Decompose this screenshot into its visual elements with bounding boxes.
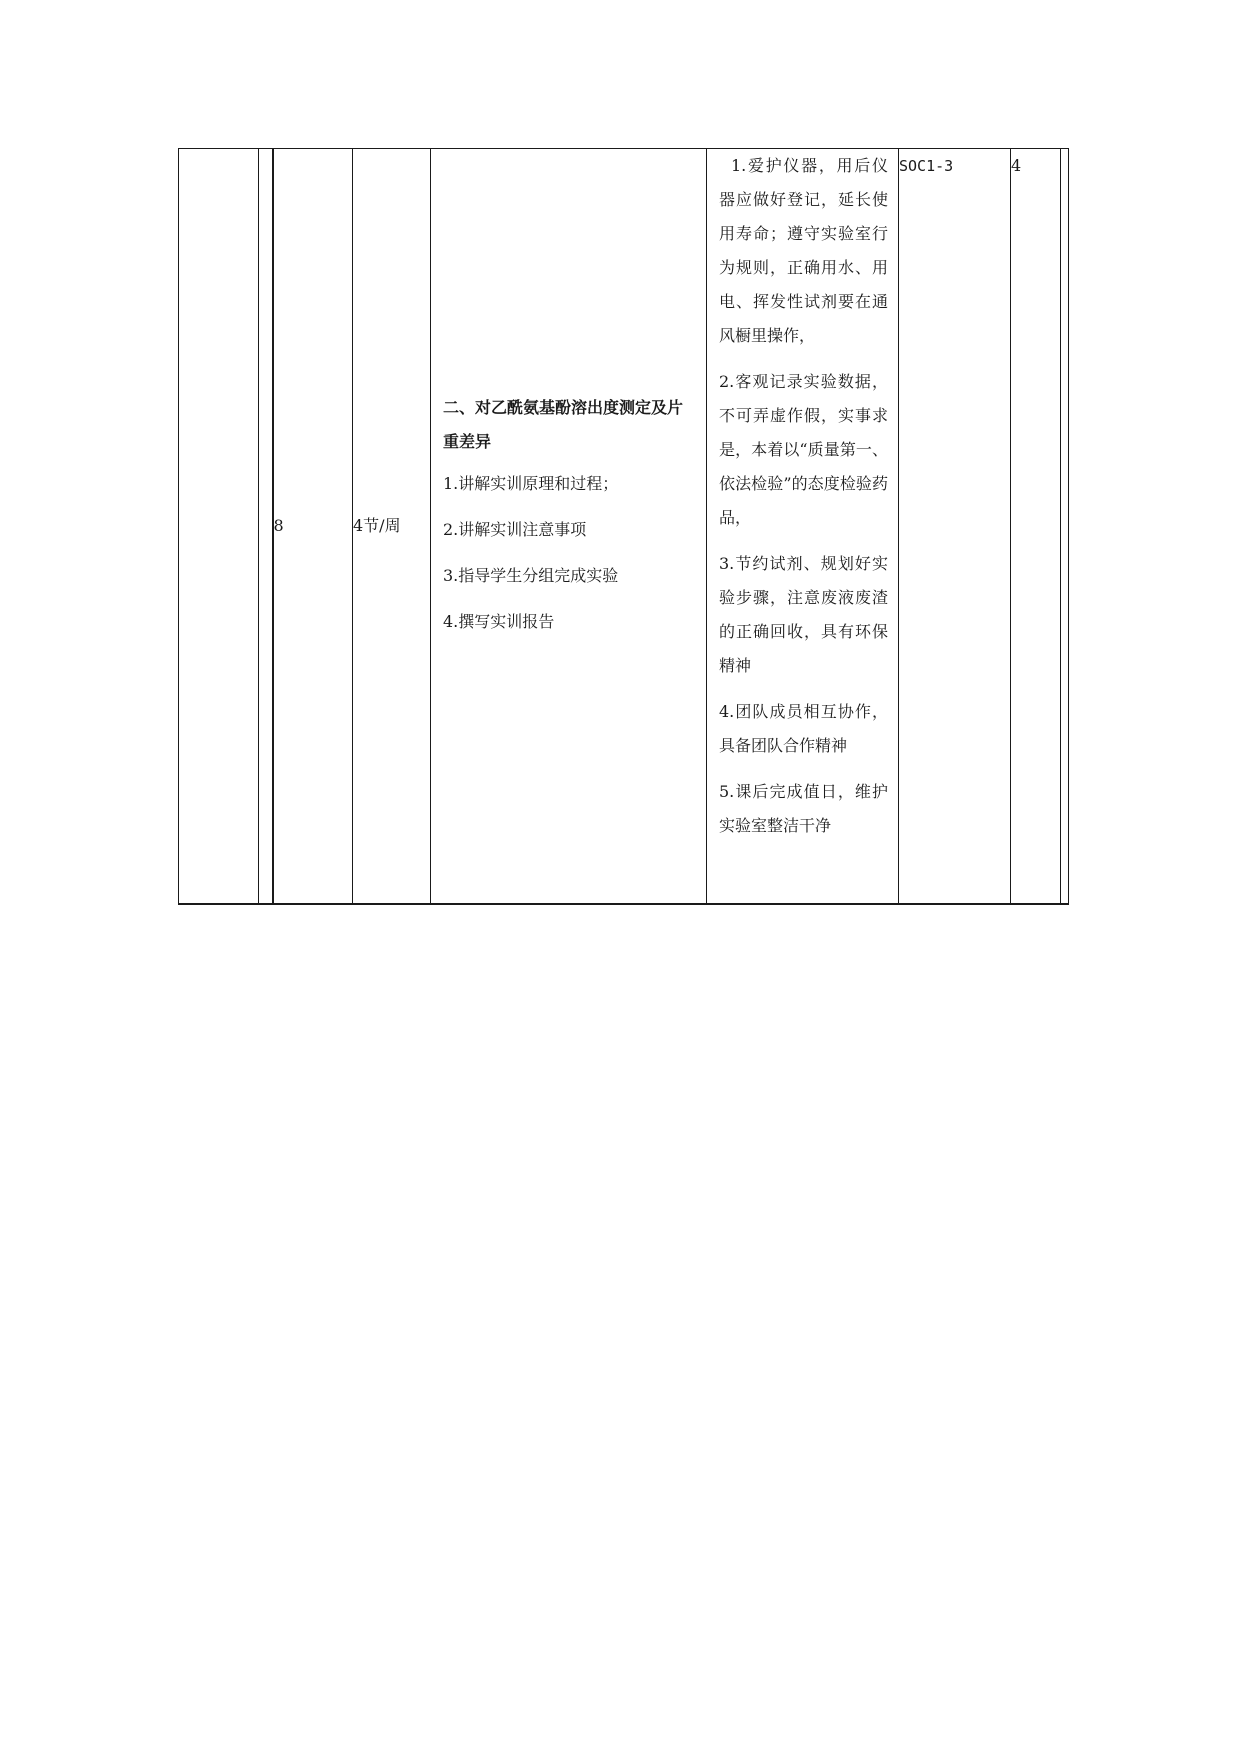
hours-cell [353, 149, 431, 904]
hours-per-week: 4节/周 [353, 515, 401, 535]
goals-cell [707, 149, 899, 904]
content-block [431, 391, 706, 639]
content-title: 二、对乙酰氨基酚溶出度测定及片重差异 [443, 397, 684, 451]
code-cell [899, 149, 1011, 904]
goal-item: 3.节约试剂、规划好实验步骤，注意废液废渣的正确回收，具有环保精神 [719, 554, 888, 675]
empty-left-cell [179, 149, 259, 904]
course-schedule-table [178, 148, 1069, 905]
week-cell [273, 149, 353, 904]
content-cell [431, 149, 707, 904]
goal-item: 4.团队成员相互协作，具备团队合作精神 [719, 702, 888, 755]
goals-block [707, 149, 898, 843]
count-value: 4 [1011, 156, 1022, 175]
content-item: 3.指导学生分组完成实验 [443, 565, 619, 585]
table-row [179, 149, 1069, 904]
spacer-cell [259, 149, 273, 904]
content-item: 1.讲解实训原理和过程； [443, 473, 619, 493]
goal-item: 5.课后完成值日，维护实验室整洁干净 [719, 782, 888, 835]
objective-code: SOC1-3 [899, 157, 954, 175]
count-cell [1011, 149, 1061, 904]
week-number: 8 [273, 515, 284, 535]
content-item: 2.讲解实训注意事项 [443, 519, 587, 539]
goal-item: 2.客观记录实验数据，不可弄虚作假，实事求是，本着以“质量第一、依法检验”的态度检验药品， [719, 372, 888, 527]
content-item: 4.撰写实训报告 [443, 611, 555, 631]
right-edge-cell [1061, 149, 1069, 904]
goal-item: 1.爱护仪器，用后仪器应做好登记，延长使用寿命；遵守实验室行为规则，正确用水、用电、挥发性试剂要在通风橱里操作， [719, 156, 888, 345]
